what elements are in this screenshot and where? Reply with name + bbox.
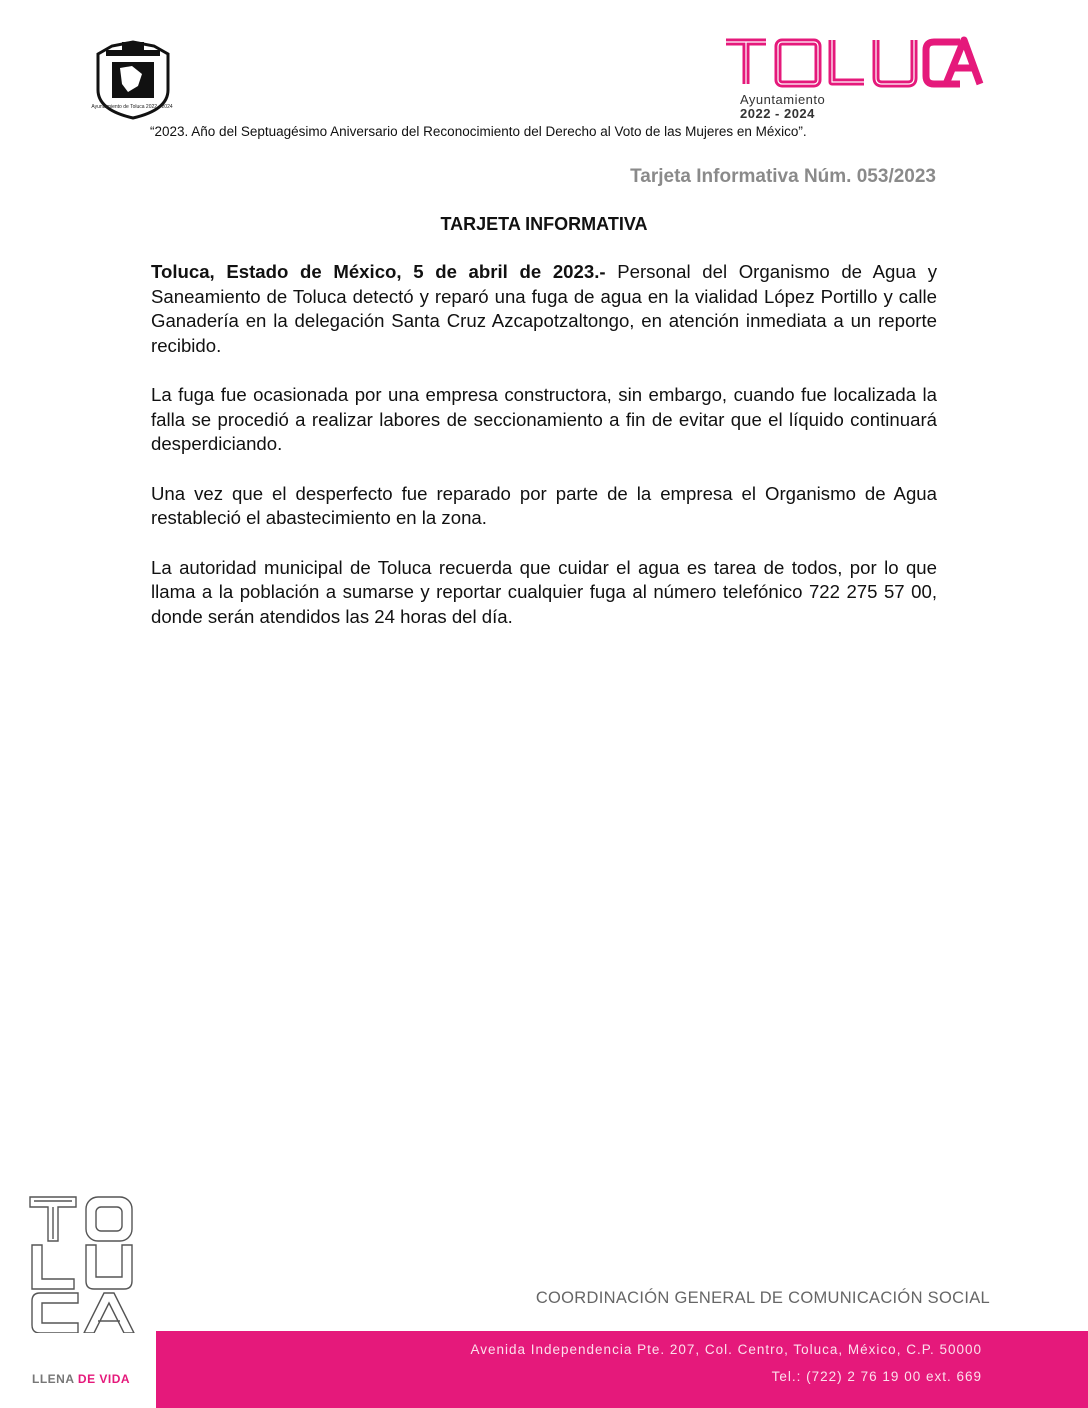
paragraph-3: Una vez que el desperfecto fue reparado por parte de la empresa el Organismo de Agua restableció el abastecimiento en la zona.	[151, 482, 937, 528]
document-number: Tarjeta Informativa Núm. 053/2023	[630, 166, 936, 187]
period-label: 2022 - 2024	[740, 106, 815, 121]
paragraph-1-text: Personal del Organismo de Agua y Saneamiento de Toluca detectó y reparó una fuga de agua en la vialidad López Portillo y calle Ganadería en la delegación Santa Cruz Azcapotzaltongo, en atención inmediata a un reporte recibido.	[151, 261, 937, 356]
ayuntamiento-label: Ayuntamiento	[740, 92, 826, 107]
footer-address: Avenida Independencia Pte. 207, Col. Centro, Toluca, México, C.P. 50000	[470, 1342, 982, 1357]
document-title: TARJETA INFORMATIVA	[440, 214, 648, 234]
paragraph-2: La fuga fue ocasionada por una empresa constructora, sin embargo, cuando fue localizada la falla se procedió a realizar labores de seccionamiento a fin de evitar que el líquido continuará desperdiciando.	[151, 384, 937, 454]
slogan-part-1: LLENA	[32, 1372, 75, 1386]
footer-phone: Tel.: (722) 2 76 19 00 ext. 669	[771, 1369, 982, 1384]
dateline: Toluca, Estado de México, 5 de abril de 2023.-	[151, 261, 606, 282]
toluca-brand-logo	[722, 36, 984, 88]
seal-caption: Ayuntamiento de Toluca 2022 - 2024	[91, 104, 173, 110]
footer-slogan	[32, 1372, 130, 1386]
brand-name-text: TOLUCA	[722, 36, 727, 37]
slogan-part-2: DE VIDA	[77, 1372, 131, 1386]
paragraph-4: La autoridad municipal de Toluca recuerda que cuidar el agua es tarea de todos, por lo que llama a la población a sumarse y reportar cualquier fuga al número telefónico 722 275 57 00, donde serán atendidos las 24 horas del día.	[151, 556, 937, 627]
header-motto: “2023. Año del Septuagésimo Aniversario del Reconocimiento del Derecho al Voto de las Mujeres en México”.	[150, 124, 807, 139]
paragraph-1	[151, 260, 937, 358]
document-body	[151, 260, 937, 654]
toluca-footer-logo	[28, 1193, 140, 1333]
department-name: COORDINACIÓN GENERAL DE COMUNICACIÓN SOCIAL	[535, 1289, 990, 1307]
